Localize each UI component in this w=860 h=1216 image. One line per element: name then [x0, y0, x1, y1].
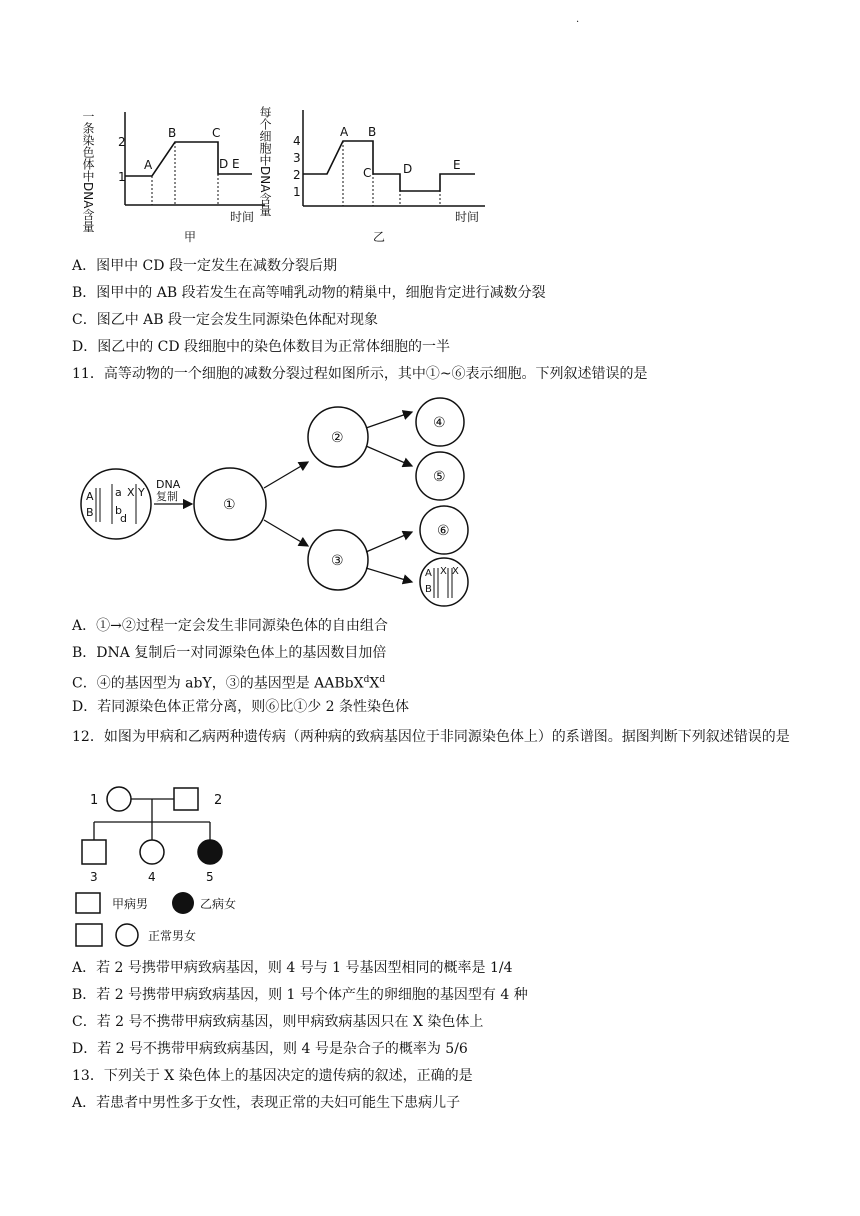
arrow-label-dna: DNA	[156, 478, 181, 491]
point-E: E	[453, 158, 461, 172]
q11-meiosis-diagram	[72, 392, 492, 612]
point-B: B	[168, 126, 177, 140]
chart-jia-xlabel: 时间	[230, 210, 255, 224]
individual-4	[140, 840, 164, 864]
chart-jia	[80, 100, 270, 250]
legend-yi-female: 乙病女	[200, 897, 237, 911]
q11-option-c-sup1: d	[363, 675, 370, 685]
gene-B: B	[86, 506, 94, 519]
header-mark: .	[576, 14, 580, 25]
q12-option-c: C．若 2 号不携带甲病致病基因，则甲病致病基因只在 X 染色体上	[72, 1014, 484, 1030]
ytick-1: 1	[293, 185, 301, 199]
point-A: A	[144, 158, 153, 172]
legend-normal: 正常男女	[148, 929, 197, 943]
gene-Y: Y	[138, 486, 145, 499]
q12-stem: 12．如图为甲病和乙病两种遗传病（两种病的致病基因位于非同源染色体上）的系谱图。据图判断下列叙述错误的是	[72, 729, 790, 745]
q11-option-c-mid: X	[369, 675, 380, 692]
chart-yi	[255, 100, 495, 250]
q11-stem: 11．高等动物的一个细胞的减数分裂过程如图所示，其中①~⑥表示细胞。下列叙述错误的是	[72, 366, 648, 382]
ytick-1: 1	[118, 170, 126, 184]
arrow-1-2	[264, 462, 308, 488]
q11-option-c-sup2: d	[379, 675, 386, 685]
point-A: A	[340, 125, 349, 139]
arrow-label-replicate: 复制	[156, 490, 178, 503]
q10-option-c: C．图乙中 AB 段一定会发生同源染色体配对现象	[72, 312, 379, 328]
chart-jia-caption: 甲	[184, 230, 197, 244]
q13-option-a: A．若患者中男性多于女性，表现正常的夫妇可能生下患病儿子	[72, 1095, 461, 1111]
end-gene-A: A	[425, 568, 432, 579]
point-D: D	[403, 162, 413, 176]
individual-3	[82, 840, 106, 864]
q12-option-a: A．若 2 号携带甲病致病基因，则 4 号与 1 号基因型相同的概率是 1/4	[72, 960, 513, 976]
q11-option-b: B．DNA 复制后一对同源染色体上的基因数目加倍	[72, 645, 387, 661]
end-gene-X2: X	[452, 566, 459, 577]
label-4: 4	[148, 870, 156, 884]
gene-a: a	[115, 486, 122, 499]
point-D: D	[219, 157, 229, 171]
ytick-3: 3	[293, 151, 301, 165]
q12-option-d: D．若 2 号不携带甲病致病基因，则 4 号是杂合子的概率为 5/6	[72, 1041, 468, 1057]
q11-option-c	[72, 670, 385, 694]
gene-d: d	[120, 512, 127, 525]
arrow-2-5	[366, 446, 412, 466]
individual-2	[174, 788, 198, 810]
arrow-3-6	[366, 532, 412, 552]
label-3: 3	[90, 870, 98, 884]
cell-2-label: ②	[331, 430, 344, 446]
q13-stem: 13．下列关于 X 染色体上的基因决定的遗传病的叙述，正确的是	[72, 1068, 473, 1084]
ytick-2: 2	[118, 135, 126, 149]
chart-yi-line	[303, 141, 475, 191]
individual-5	[198, 840, 222, 864]
point-E: E	[232, 157, 240, 171]
q11-option-d: D．若同源染色体正常分离，则⑥比①少 2 条性染色体	[72, 699, 410, 715]
legend-jia-male: 甲病男	[112, 897, 149, 911]
legend-jia-male-icon	[76, 893, 100, 913]
q10-option-d: D．图乙中的 CD 段细胞中的染色体数目为正常体细胞的一半	[72, 339, 451, 355]
legend-normal-male-icon	[76, 924, 102, 946]
point-B: B	[368, 125, 377, 139]
cell-1-label: ①	[223, 497, 236, 513]
point-C: C	[212, 126, 221, 140]
individual-1	[107, 787, 131, 811]
q12-pedigree	[72, 780, 312, 950]
cell-4-label: ④	[433, 415, 446, 431]
label-5: 5	[206, 870, 214, 884]
gene-b: b	[115, 504, 122, 517]
gene-X: X	[127, 486, 135, 499]
arrow-3-end	[366, 568, 412, 582]
point-C: C	[363, 166, 372, 180]
legend-yi-female-icon	[172, 892, 194, 914]
chart-yi-caption: 乙	[373, 230, 386, 244]
q12-option-b: B．若 2 号携带甲病致病基因，则 1 号个体产生的卵细胞的基因型有 4 种	[72, 987, 528, 1003]
end-gene-X1: X	[440, 566, 447, 577]
cell-5-label: ⑤	[433, 469, 446, 485]
q10-option-a: A．图甲中 CD 段一定发生在减数分裂后期	[72, 258, 337, 274]
q11-option-c-text: C．④的基因型为 abY，③的基因型是 AABbX	[72, 675, 364, 692]
legend-normal-female-icon	[116, 924, 138, 946]
cell-6-label: ⑥	[437, 523, 450, 539]
label-1: 1	[90, 793, 99, 808]
arrow-2-4	[366, 412, 412, 428]
cell-3-label: ③	[331, 553, 344, 569]
q10-option-b: B．图甲中的 AB 段若发生在高等哺乳动物的精巢中，细胞肯定进行减数分裂	[72, 285, 546, 301]
chart-yi-ylabel: 每个细胞中DNA含量	[258, 106, 272, 217]
gene-A: A	[86, 490, 94, 503]
arrow-1-3	[264, 520, 308, 546]
ytick-4: 4	[293, 134, 301, 148]
label-2: 2	[214, 793, 223, 808]
ytick-2: 2	[293, 168, 301, 182]
chart-yi-xlabel: 时间	[455, 210, 480, 224]
q11-option-a: A．①→②过程一定会发生非同源染色体的自由组合	[72, 618, 388, 634]
chart-jia-ylabel: 一条染色体中DNA含量	[81, 110, 95, 233]
end-gene-B: B	[425, 584, 432, 595]
